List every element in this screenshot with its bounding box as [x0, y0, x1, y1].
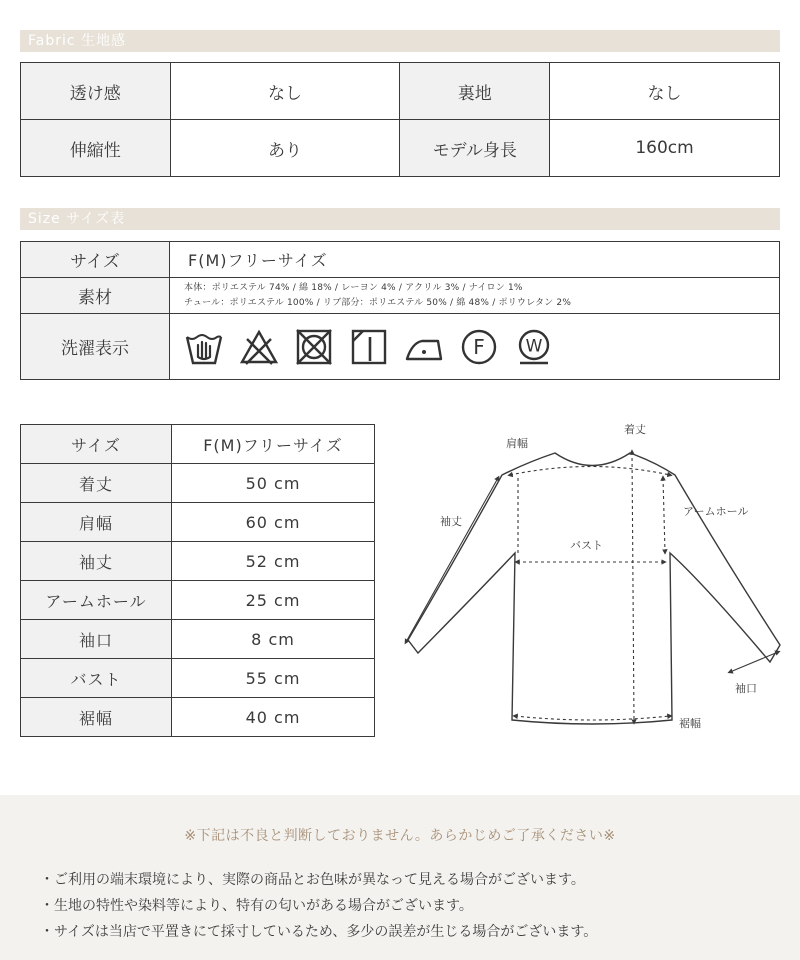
measure-label: アームホール [21, 581, 172, 620]
table-row [21, 698, 375, 737]
model-height-value: 160cm [550, 120, 780, 177]
table-row [21, 63, 780, 120]
label-shoulder: 肩幅 [506, 437, 528, 450]
table-row [21, 120, 780, 177]
material-label: 素材 [21, 278, 170, 314]
table-row [21, 425, 375, 464]
measure-header-value: F(M)フリーサイズ [172, 425, 375, 464]
material-value [170, 278, 780, 314]
measure-value: 60 cm [172, 503, 375, 542]
care-icons-cell [170, 314, 780, 380]
notes-panel [0, 795, 800, 960]
table-row [21, 581, 375, 620]
measure-value: 55 cm [172, 659, 375, 698]
measure-label: 裾幅 [21, 698, 172, 737]
svg-text:W: W [525, 336, 543, 356]
size-value: F(M)フリーサイズ [170, 242, 780, 278]
measure-label: 肩幅 [21, 503, 172, 542]
measure-label: 袖口 [21, 620, 172, 659]
list-item: ・ご利用の端末環境により、実際の商品とお色味が異なって見える場合がございます。 [40, 872, 585, 888]
label-length: 着丈 [624, 423, 646, 436]
measure-lines [406, 452, 778, 722]
measure-label: 袖丈 [21, 542, 172, 581]
garment-outline [408, 453, 780, 724]
measure-value: 8 cm [172, 620, 375, 659]
measure-value: 25 cm [172, 581, 375, 620]
measure-label: バスト [21, 659, 172, 698]
material-line-1: 本体：ポリエステル 74% / 綿 18% / レーヨン 4% / アクリル 3% / ナイロン 1% [184, 282, 523, 293]
line-dry-shade-icon [349, 327, 389, 367]
size-section-title: Size サイズ表 [20, 208, 780, 230]
size-info-table [20, 241, 780, 380]
table-row [21, 464, 375, 503]
stretch-label: 伸縮性 [21, 120, 171, 177]
notes-heading: ※下記は不良と判断しておりません。あらかじめご了承ください※ [184, 828, 616, 844]
list-item: ・サイズは当店で平置きにて採寸しているため、多少の誤差が生じる場合がございます。 [40, 924, 598, 940]
measure-value: 50 cm [172, 464, 375, 503]
label-cuff: 袖口 [735, 682, 757, 695]
table-row [21, 503, 375, 542]
garment-measure-diagram [400, 418, 790, 738]
label-sleeve: 袖丈 [440, 515, 462, 528]
svg-text:F: F [473, 334, 485, 359]
sheerness-value: なし [170, 63, 400, 120]
lining-label: 裏地 [400, 63, 550, 120]
label-armhole: アームホール [683, 505, 749, 518]
hand-wash-icon [184, 327, 224, 367]
table-row [21, 659, 375, 698]
no-bleach-icon [239, 327, 279, 367]
notes-list [40, 867, 800, 945]
size-label: サイズ [21, 242, 170, 278]
lining-value: なし [550, 63, 780, 120]
sheerness-label: 透け感 [21, 63, 171, 120]
table-row [21, 278, 780, 314]
care-label: 洗濯表示 [21, 314, 170, 380]
label-hem: 裾幅 [679, 717, 701, 730]
measure-header-label: サイズ [21, 425, 172, 464]
label-bust: バスト [570, 539, 603, 552]
measurement-table [20, 424, 375, 737]
fabric-table [20, 62, 780, 177]
dry-clean-f-icon [459, 327, 499, 367]
wet-clean-w-icon [514, 327, 554, 367]
stretch-value: あり [170, 120, 400, 177]
table-row [21, 542, 375, 581]
table-row [21, 620, 375, 659]
measure-value: 52 cm [172, 542, 375, 581]
material-line-2: チュール：ポリエステル 100% / リブ部分：ポリエステル 50% / 綿 48% / ポリウレタン 2% [184, 297, 572, 308]
fabric-section-title: Fabric 生地感 [20, 30, 780, 52]
measure-value: 40 cm [172, 698, 375, 737]
list-item: ・生地の特性や染料等により、特有の匂いがある場合がございます。 [40, 898, 473, 914]
no-tumble-dry-icon [294, 327, 334, 367]
table-row [21, 242, 780, 278]
table-row [21, 314, 780, 380]
model-height-label: モデル身長 [400, 120, 550, 177]
iron-low-icon [404, 327, 444, 367]
measure-label: 着丈 [21, 464, 172, 503]
